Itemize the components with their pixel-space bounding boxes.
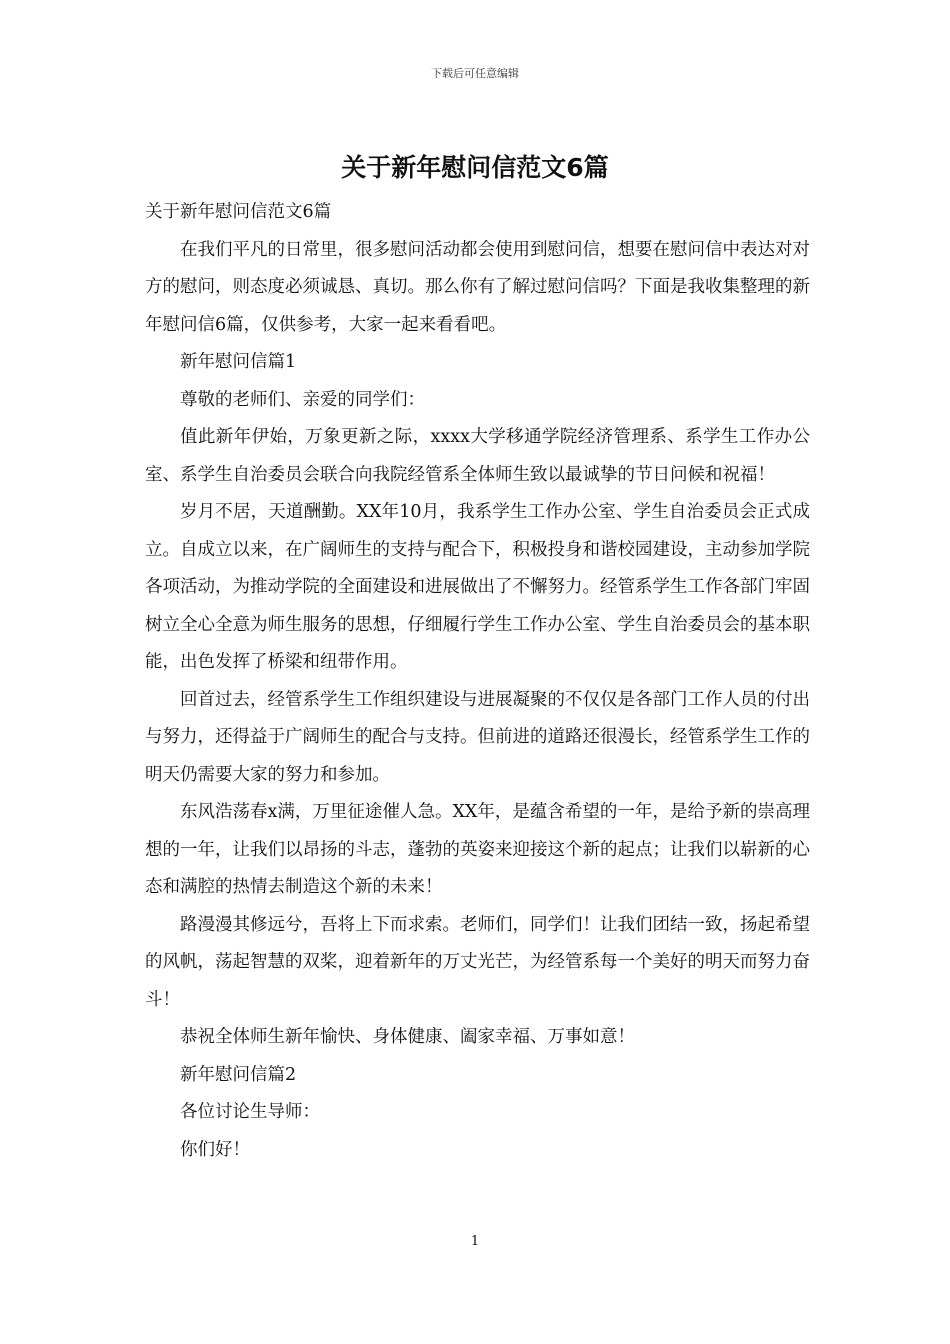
salutation: 各位讨论生导师： — [180, 1102, 320, 1122]
greeting: 你们好！ — [180, 1139, 250, 1160]
paragraph: 回首过去，经管系学生工作组织建设与进展凝聚的不仅仅是各部门工作人员的付出与努力，还得益于广阔师生的配合与支持。但前进的道路还很漫长，经管系学生工作的明天仍需要大家的努力和参加。 — [145, 689, 810, 785]
closing-wish: 恭祝全体师生新年愉快、身体健康、阖家幸福、万事如意！ — [180, 1027, 635, 1047]
page-header: 下载后可任意编辑 — [431, 67, 519, 80]
paragraph: 岁月不居，天道酬勤。XX年10月，我系学生工作办公室、学生自治委员会正式成立。自成立以来，在广阔师生的支持与配合下，积极投身和谐校园建设，主动参加学院各项活动，为推动学院的全面建设和进展做出了不懈努力。经管系学生工作各部门牢固树立全心全意为师生服务的思想，仔细履行学生工作办公室、学生自治委员会的基本职能，出色发挥了桥梁和纽带作用。 — [145, 502, 810, 672]
document-title: 关于新年慰问信范文6篇 — [341, 153, 609, 182]
paragraph: 在我们平凡的日常里，很多慰问活动都会使用到慰问信，想要在慰问信中表达对对方的慰问，则态度必须诚恳、真切。那么你有了解过慰问信吗？下面是我收集整理的新年慰问信6篇，仅供参考，大家一起来看看吧。 — [145, 239, 810, 335]
document-body — [145, 194, 810, 1169]
paragraph: 值此新年伊始，万象更新之际，xxxx大学移通学院经济管理系、系学生工作办公室、系学生自治委员会联合向我院经管系全体师生致以最诚挚的节日问候和祝福！ — [145, 427, 810, 485]
paragraph: 关于新年慰问信范文6篇 — [145, 202, 332, 222]
paragraph: 路漫漫其修远兮，吾将上下而求索。老师们，同学们！让我们团结一致，扬起希望的风帆，荡起智慧的双桨，迎着新年的万丈光芒，为经管系每一个美好的明天而努力奋斗！ — [145, 914, 810, 1010]
section-heading: 新年慰问信篇1 — [180, 352, 297, 372]
section-heading: 新年慰问信篇2 — [180, 1064, 297, 1085]
salutation: 尊敬的老师们、亲爱的同学们： — [180, 389, 425, 410]
page-number: 1 — [470, 1234, 480, 1249]
paragraph: 东风浩荡春x满，万里征途催人急。XX年，是蕴含希望的一年，是给予新的崇高理想的一年，让我们以昂扬的斗志，蓬勃的英姿来迎接这个新的起点；让我们以崭新的心态和满腔的热情去制造这个新的未来！ — [145, 802, 810, 897]
